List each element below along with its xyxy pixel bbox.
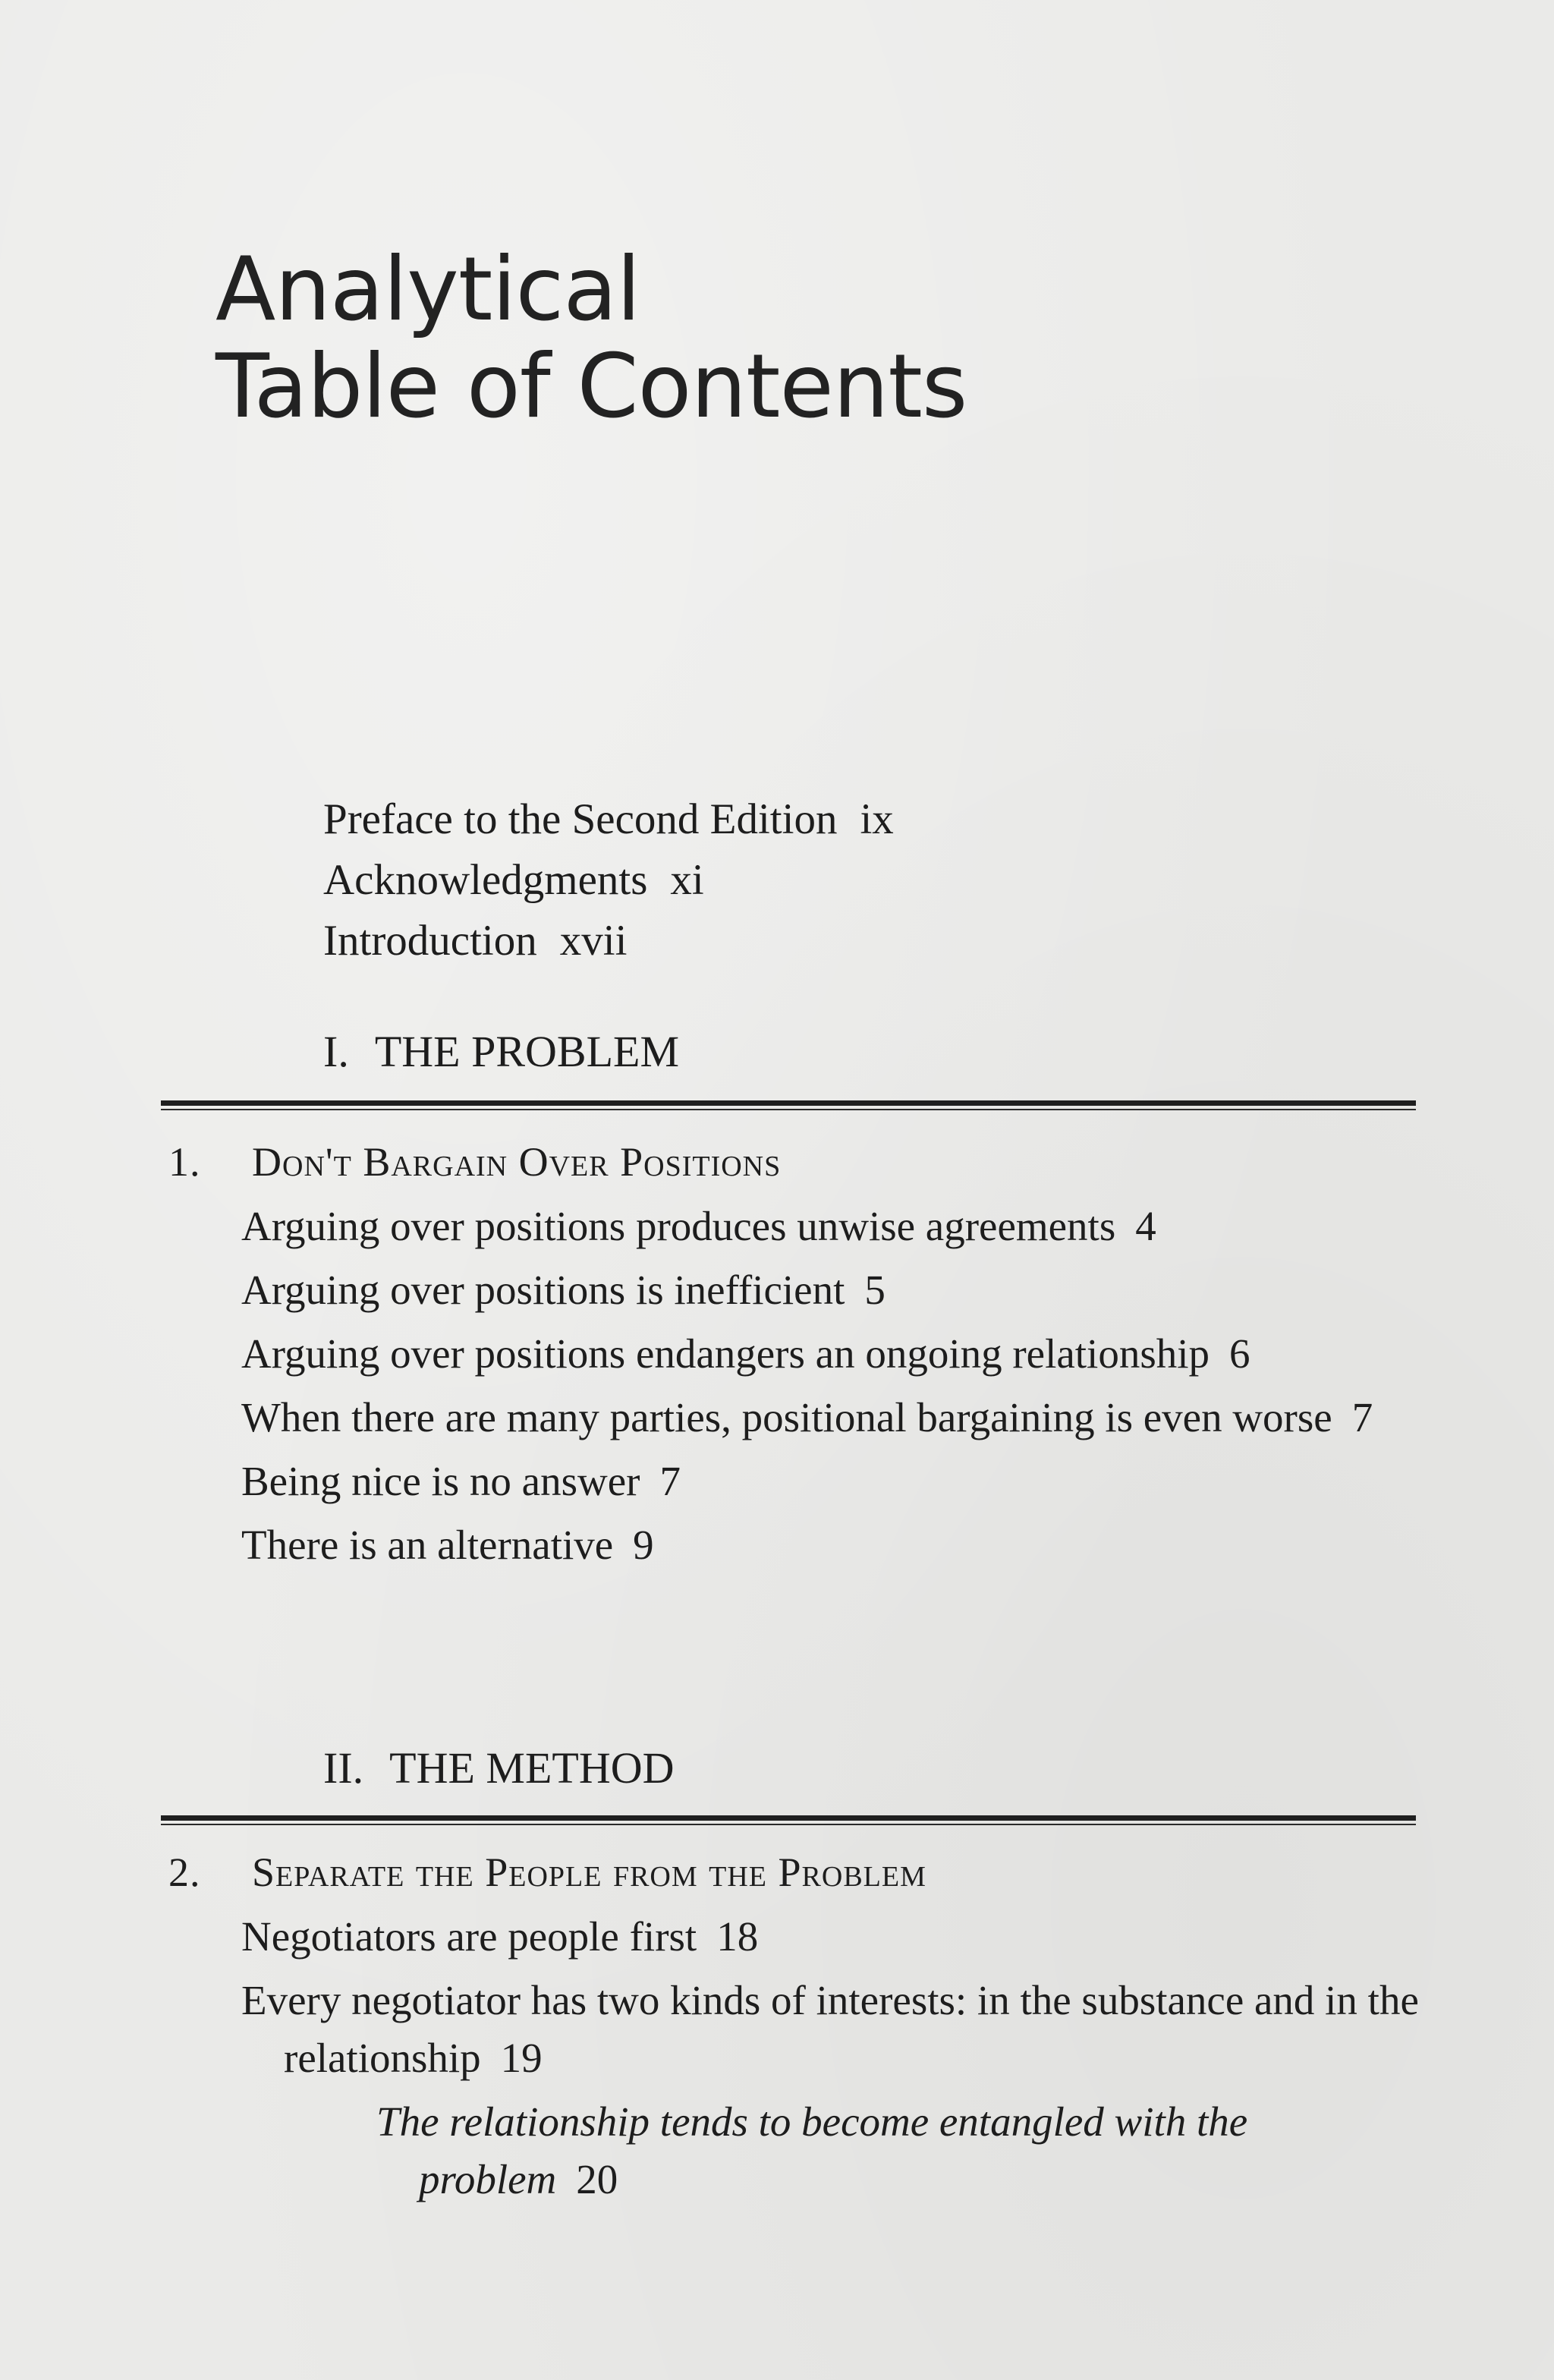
part-numeral: I.	[323, 1027, 349, 1076]
toc-entry-text: Arguing over positions produces unwise agreements	[241, 1203, 1116, 1249]
front-matter-item	[323, 850, 894, 911]
toc-entry-page: 7	[659, 1458, 681, 1504]
toc-entry-text: Being nice is no answer	[241, 1458, 640, 1504]
toc-entry	[241, 1325, 1425, 1383]
front-matter-list	[323, 789, 894, 971]
toc-subentry	[376, 2093, 1425, 2208]
chapter-number: 2.	[168, 1850, 201, 1895]
part-heading	[323, 1026, 679, 1077]
toc-subentry-page: 20	[576, 2156, 618, 2202]
toc-entry-text: Arguing over positions is inefficient	[241, 1267, 845, 1313]
toc-entry-text: When there are many parties, positional bargaining is even worse	[241, 1394, 1332, 1440]
chapter-number: 1.	[168, 1139, 201, 1185]
front-matter-label: Introduction	[323, 917, 537, 965]
part-title: THE METHOD	[389, 1743, 675, 1793]
chapter-title: Separate the People from the Problem	[252, 1850, 926, 1895]
front-matter-page: ix	[860, 795, 894, 843]
front-matter-item	[323, 911, 894, 971]
toc-entry-text: Arguing over positions endangers an ongoing relationship	[241, 1330, 1210, 1377]
front-matter-label: Acknowledgments	[323, 856, 648, 904]
toc-entry-page: 6	[1229, 1330, 1250, 1377]
page-title	[215, 238, 967, 438]
front-matter-label: Preface to the Second Edition	[323, 795, 838, 843]
toc-entry-page: 5	[864, 1267, 886, 1313]
toc-subentry-text: The relationship tends to become entangled with the problem	[376, 2098, 1248, 2202]
toc-entry	[241, 1972, 1425, 2087]
part-numeral: II.	[323, 1743, 364, 1793]
toc-entry-page: 9	[633, 1522, 654, 1568]
chapter-heading	[168, 1849, 926, 1896]
toc-entry-page: 19	[500, 2035, 543, 2081]
title-line-2: Table of Contents	[215, 335, 967, 438]
toc-entry	[241, 1908, 1425, 1966]
front-matter-item	[323, 789, 894, 850]
toc-entry-page: 7	[1351, 1394, 1373, 1440]
toc-entry	[241, 1453, 1425, 1510]
toc-entry	[241, 1516, 1425, 1574]
toc-entry-text: Negotiators are people first	[241, 1913, 697, 1960]
part-divider-rule	[161, 1100, 1416, 1106]
chapter-entries	[241, 1198, 1425, 1580]
part-heading	[323, 1742, 674, 1793]
toc-entry	[241, 1389, 1425, 1447]
chapter-title: Don't Bargain Over Positions	[252, 1139, 782, 1185]
chapter-entries	[241, 1908, 1425, 2215]
toc-entry-page: 4	[1135, 1203, 1156, 1249]
chapter-heading	[168, 1138, 781, 1185]
part-title: THE PROBLEM	[374, 1027, 680, 1076]
front-matter-page: xvii	[559, 917, 628, 965]
front-matter-page: xi	[670, 856, 704, 904]
toc-entry	[241, 1261, 1425, 1319]
part-divider-rule	[161, 1815, 1416, 1821]
toc-entry-text: Every negotiator has two kinds of interests: in the substance and in the relationship	[241, 1977, 1419, 2081]
toc-entry	[241, 1198, 1425, 1255]
toc-entry-text: There is an alternative	[241, 1522, 614, 1568]
toc-entry-page: 18	[716, 1913, 759, 1960]
title-line-1: Analytical	[215, 238, 640, 341]
